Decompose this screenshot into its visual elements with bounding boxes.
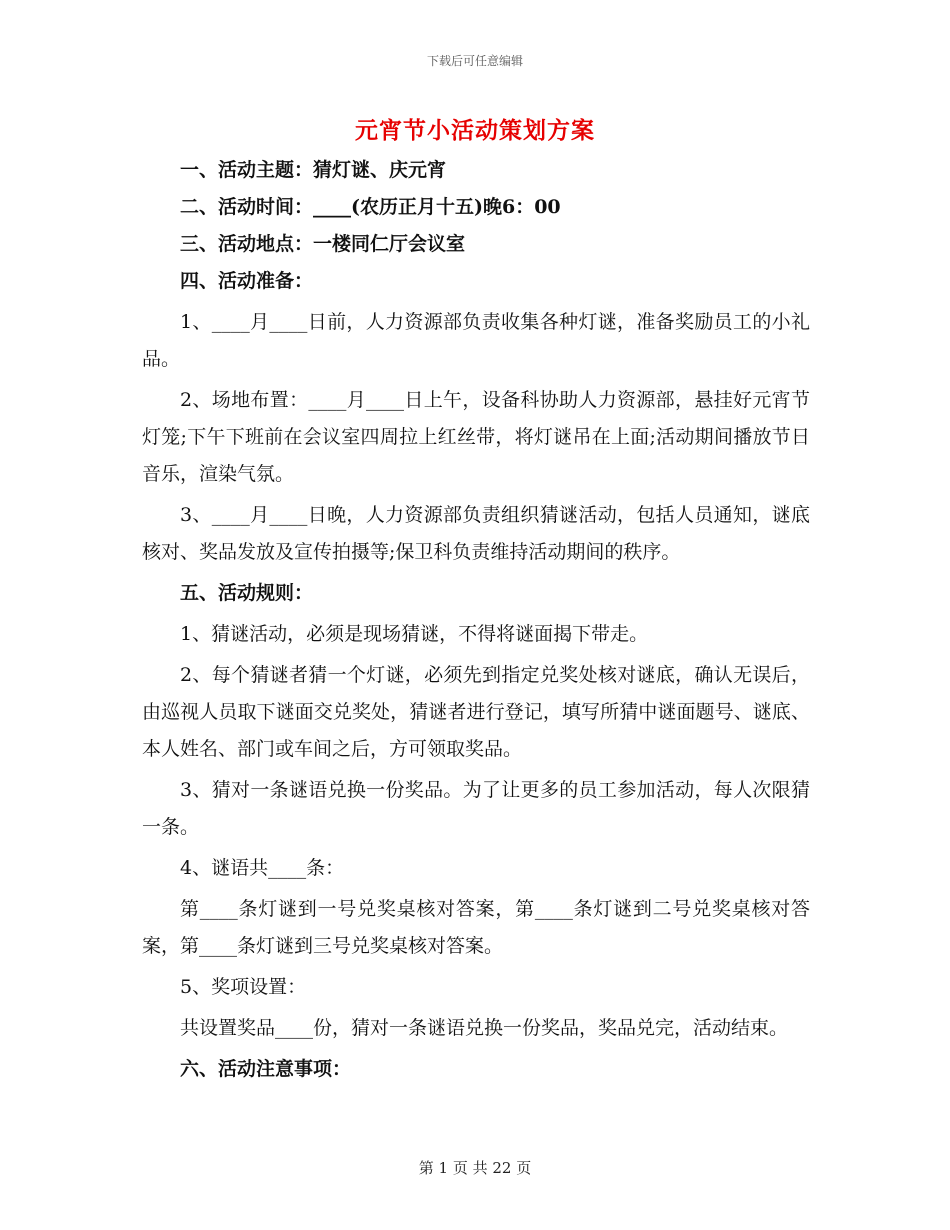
section-heading-rules: 五、活动规则： xyxy=(180,582,314,604)
section-heading-notes: 六、活动注意事项： xyxy=(180,1058,352,1080)
section-heading-preparation: 四、活动准备： xyxy=(180,270,314,292)
document-body xyxy=(142,152,810,1088)
paragraph-rule-3: 3、猜对一条谜语兑换一份奖品。为了让更多的员工参加活动，每人次限猜一条。 xyxy=(142,779,810,838)
paragraph-prep-3: 3、____月____日晚，人力资源部负责组织猜谜活动，包括人员通知，谜底核对、奖品发放及宣传拍摄等;保卫科负责维持活动期间的秩序。 xyxy=(142,504,810,563)
document-title: 元宵节小活动策划方案 xyxy=(355,117,595,144)
paragraph-rule-4-detail: 第____条灯谜到一号兑奖桌核对答案，第____条灯谜到二号兑奖桌核对答案，第____条灯谜到三号兑奖桌核对答案。 xyxy=(142,898,810,957)
paragraph-rule-2: 2、每个猜谜者猜一个灯谜，必须先到指定兑奖处核对谜底，确认无误后，由巡视人员取下谜面交兑奖处，猜谜者进行登记，填写所猜中谜面题号、谜底、本人姓名、部门或车间之后，方可领取奖品。 xyxy=(142,664,810,760)
page-header: 下载后可任意编辑 xyxy=(426,54,523,68)
paragraph-prep-1: 1、____月____日前，人力资源部负责收集各种灯谜，准备奖励员工的小礼品。 xyxy=(142,311,810,370)
paragraph-rule-5: 5、奖项设置： xyxy=(180,976,307,998)
paragraph-rule-4: 4、谜语共____条： xyxy=(180,857,345,879)
paragraph-rule-1: 1、猜谜活动，必须是现场猜谜，不得将谜面揭下带走。 xyxy=(180,623,649,645)
paragraph-rule-5-detail: 共设置奖品____份，猜对一条谜语兑换一份奖品，奖品兑完，活动结束。 xyxy=(180,1017,789,1039)
page-footer: 第 1 页 共 22 页 xyxy=(418,1159,532,1177)
section-heading-theme: 一、活动主题：猜灯谜、庆元宵 xyxy=(180,159,447,181)
paragraph-prep-2: 2、场地布置：____月____日上午，设备科协助人力资源部，悬挂好元宵节灯笼;下午下班前在会议室四周拉上红丝带，将灯谜吊在上面;活动期间播放节日音乐，渲染气氛。 xyxy=(142,389,810,485)
section-heading-time: 二、活动时间：____(农历正月十五)晚6：00 xyxy=(180,196,561,218)
section-heading-location: 三、活动地点：一楼同仁厅会议室 xyxy=(180,233,466,255)
